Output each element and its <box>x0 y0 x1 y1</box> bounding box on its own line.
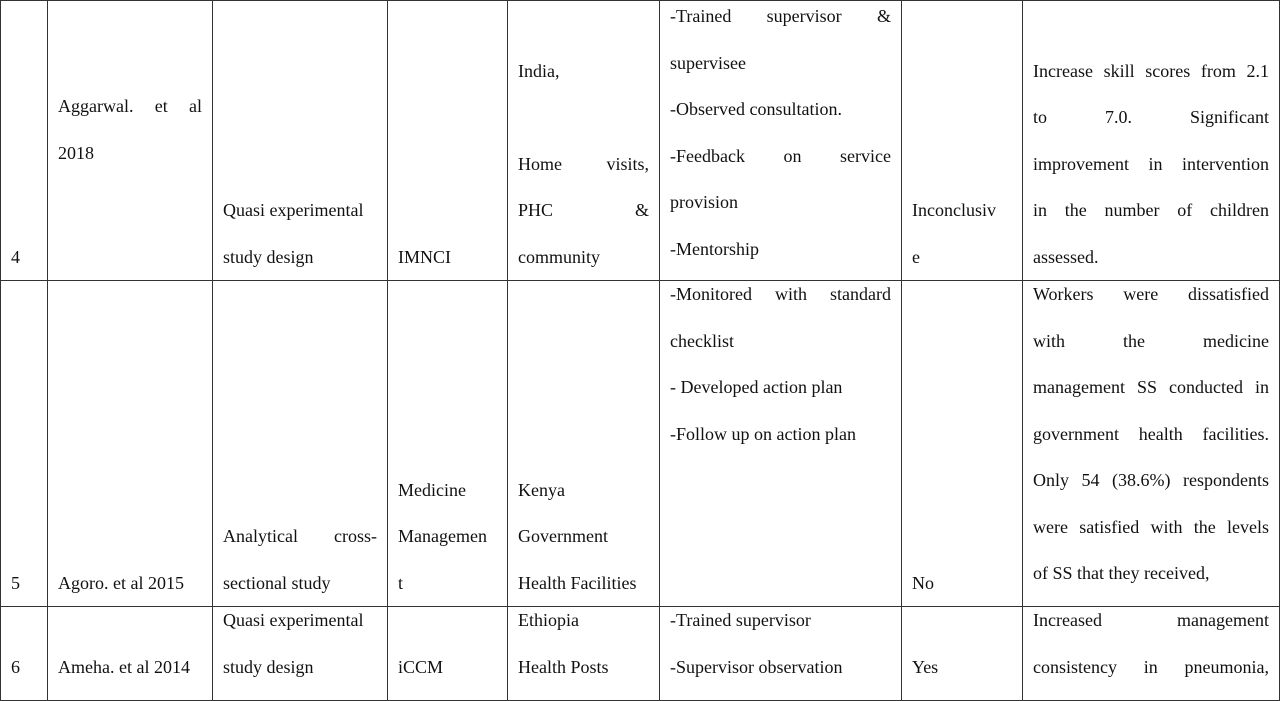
cell-effective: No <box>901 280 1022 606</box>
cell-components: -Monitored with standard checklist - Developed action plan -Follow up on action plan <box>659 280 901 606</box>
cell-program: Medicine Managemen t <box>387 280 507 606</box>
cell-components: -Trained supervisor -Supervisor observation <box>659 606 901 701</box>
cell-outcome: Increased management consistency in pneumonia, <box>1022 606 1280 701</box>
cell-setting: India, Home visits, PHC & community <box>507 0 659 280</box>
cell-effective: Inconclusiv e <box>901 0 1022 280</box>
cell-num: 5 <box>0 280 47 606</box>
cell-setting: Ethiopia Health Posts <box>507 606 659 701</box>
cell-effective: Yes <box>901 606 1022 701</box>
cell-design: Quasi experimental study design <box>212 0 387 280</box>
cell-outcome: Workers were dissatisfied with the medicine management SS conducted in government health facilities. Only 54 (38.6%) respondents were satisfied with the levels of SS that they received, <box>1022 280 1280 606</box>
cell-num: 6 <box>0 606 47 701</box>
cell-outcome: Increase skill scores from 2.1 to 7.0. Significant improvement in intervention in the number of children assessed. <box>1022 0 1280 280</box>
cell-author: Ameha. et al 2014 <box>47 606 212 701</box>
cell-author: Agoro. et al 2015 <box>47 280 212 606</box>
cell-program: IMNCI <box>387 0 507 280</box>
cell-program: iCCM <box>387 606 507 701</box>
cell-design: Quasi experimental study design <box>212 606 387 701</box>
cell-author: Aggarwal. et al 2018 <box>47 0 212 280</box>
cell-design: Analytical cross- sectional study <box>212 280 387 606</box>
cell-num: 4 <box>0 0 47 280</box>
cell-setting: Kenya Government Health Facilities <box>507 280 659 606</box>
cell-components: -Trained supervisor & supervisee -Observed consultation. -Feedback on service provision -Mentorship <box>659 0 901 280</box>
